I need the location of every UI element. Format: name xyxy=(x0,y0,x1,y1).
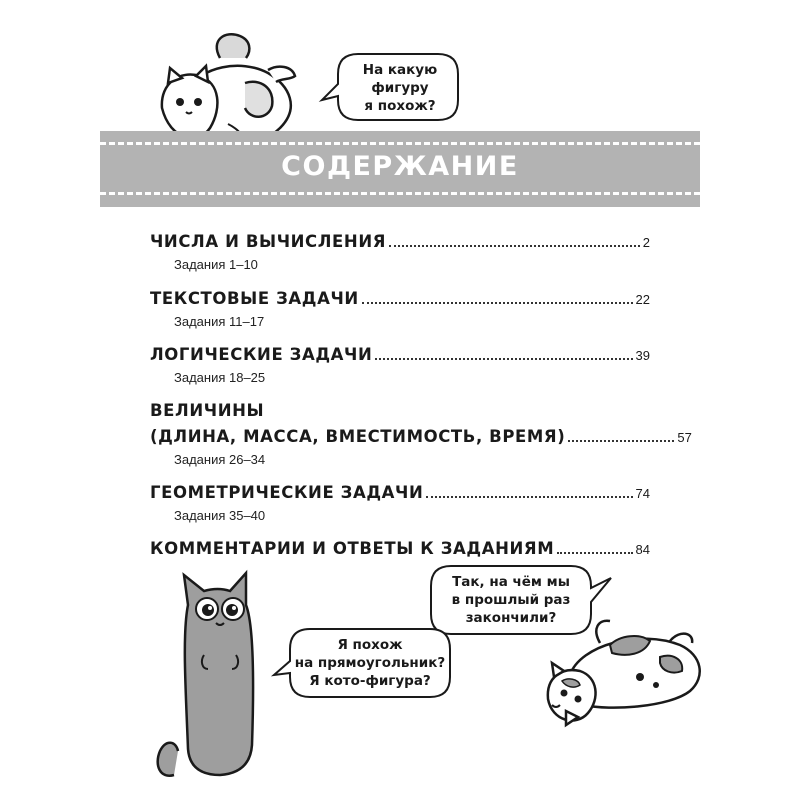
toc-page-number: 2 xyxy=(642,235,650,250)
toc-entry[interactable] xyxy=(150,539,650,561)
toc-heading: ВЕЛИЧИНЫ xyxy=(150,401,265,420)
banner-dash-top xyxy=(100,142,700,145)
toc-heading: КОММЕНТАРИИ И ОТВЕТЫ К ЗАДАНИЯМ xyxy=(150,539,555,558)
toc-entry[interactable] xyxy=(150,232,650,272)
speech-line: Я похож xyxy=(337,637,403,653)
toc-tasks: Задания 18–25 xyxy=(174,370,266,385)
contents-banner xyxy=(100,131,700,207)
toc-page-number: 74 xyxy=(635,486,650,501)
speech-line: Я кото-фигура? xyxy=(309,673,431,689)
speech-line: На какую xyxy=(362,62,438,78)
dot-leader xyxy=(389,245,640,247)
dot-leader xyxy=(426,496,632,498)
toc-tasks: Задания 11–17 xyxy=(174,314,265,329)
speech-line: в прошлый раз xyxy=(451,592,571,608)
toc-tasks: Задания 26–34 xyxy=(174,452,266,467)
speech-line: закончили? xyxy=(465,610,557,626)
toc-page-number: 39 xyxy=(635,348,650,363)
speech-line: фигуру xyxy=(371,80,429,96)
toc-tasks: Задания 35–40 xyxy=(174,508,266,523)
lying-calico-cat-illustration xyxy=(540,615,710,730)
speech-bubble-left xyxy=(290,636,450,690)
dot-leader xyxy=(568,440,674,442)
toc-entry[interactable] xyxy=(150,401,692,467)
speech-line: на прямоугольник? xyxy=(294,655,446,671)
dot-leader xyxy=(362,302,633,304)
toc-page-number: 22 xyxy=(635,292,650,307)
toc-entry[interactable] xyxy=(150,345,650,385)
toc-heading: ЛОГИЧЕСКИЕ ЗАДАЧИ xyxy=(150,345,373,364)
toc-tasks: Задания 1–10 xyxy=(174,257,258,272)
toc-heading: ЧИСЛА И ВЫЧИСЛЕНИЯ xyxy=(150,232,387,251)
toc-page-number: 84 xyxy=(635,542,650,557)
toc-entry[interactable] xyxy=(150,289,650,329)
dot-leader xyxy=(557,552,632,554)
speech-line: Так, на чём мы xyxy=(452,574,570,590)
speech-line: я похож? xyxy=(364,98,436,114)
toc-entry[interactable] xyxy=(150,483,650,523)
tall-grey-cat-illustration xyxy=(150,565,280,785)
toc-heading: ГЕОМЕТРИЧЕСКИЕ ЗАДАЧИ xyxy=(150,483,424,502)
speech-bubble-top xyxy=(340,61,460,115)
toc-heading-continued: (ДЛИНА, МАССА, ВМЕСТИМОСТЬ, ВРЕМЯ) xyxy=(150,427,566,446)
dot-leader xyxy=(375,358,632,360)
toc-heading: ТЕКСТОВЫЕ ЗАДАЧИ xyxy=(150,289,359,308)
toc-page-number: 57 xyxy=(677,430,692,445)
banner-dash-bottom xyxy=(100,192,700,195)
page-title: СОДЕРЖАНИЕ xyxy=(281,151,519,182)
